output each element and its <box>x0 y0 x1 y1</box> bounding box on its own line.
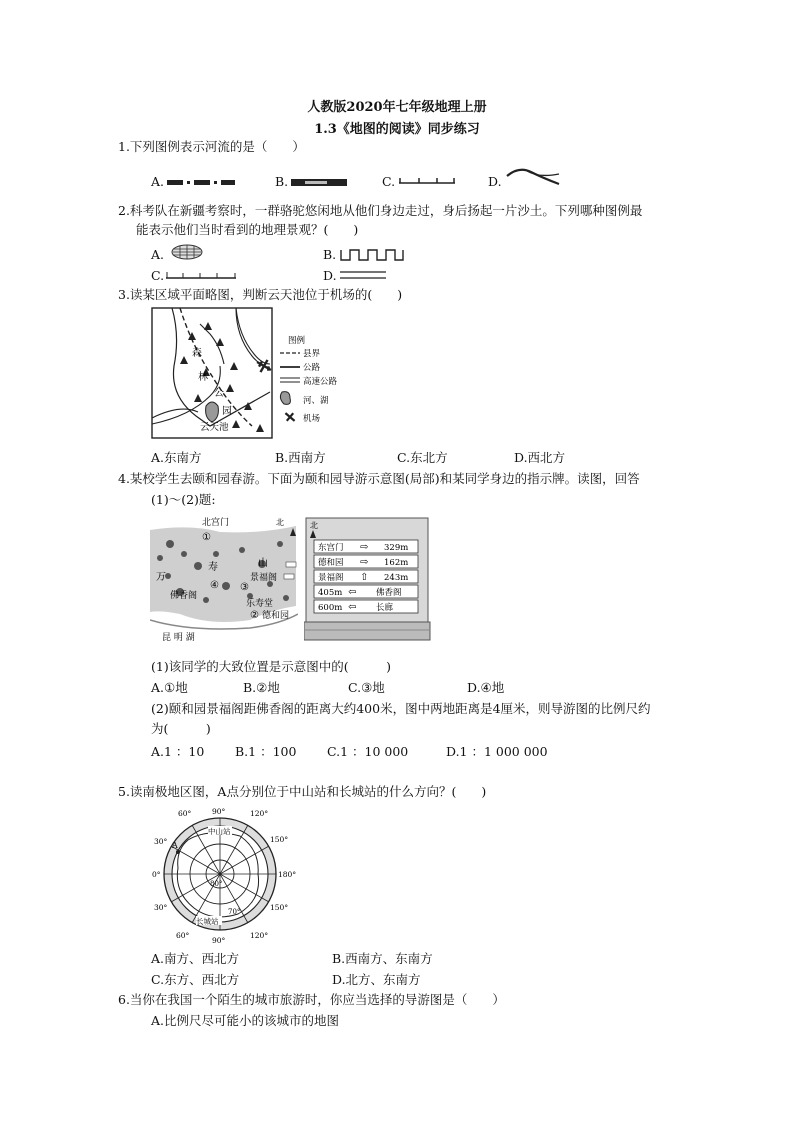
q3-legend-airport: 机场 <box>303 414 321 424</box>
q4-sign-row-3-arrow-icon: ⇧ <box>360 572 369 583</box>
q2-legend-c-icon <box>166 270 236 282</box>
q5-stem: 5.读南极地区图，A点分别位于中山站和长城站的什么方向？( ) <box>118 784 487 799</box>
q4-sign-row-5-dist: 600m <box>318 603 343 613</box>
q1-stem: 1.下列图例表示河流的是（ ） <box>118 139 305 154</box>
q5-lon-180: 180° <box>278 870 297 879</box>
q3-option-d[interactable]: D.西北方 <box>514 450 566 465</box>
q5-zhongshan-station: 中山站 <box>208 827 231 836</box>
q6-option-a[interactable]: A.比例尺尽可能小的该城市的地图 <box>151 1013 340 1028</box>
q3-region-map <box>150 306 360 441</box>
q3-legend-river-lake: 河、湖 <box>303 396 329 406</box>
q4-sign-row <box>314 555 418 568</box>
q4-sign-row-2-name: 德和园 <box>318 558 344 568</box>
q3-legend-road: 公路 <box>303 363 321 373</box>
q3-option-a[interactable]: A.东南方 <box>151 450 202 465</box>
q3-option-c[interactable]: C.东北方 <box>397 450 448 465</box>
q3-legend-airport-icon <box>282 409 298 424</box>
q4-sign-row <box>314 585 418 598</box>
q2-legend-b-icon <box>340 248 404 262</box>
q4-sub2-option-d[interactable]: D.1 ：1 000 000 <box>446 744 548 759</box>
q4-map-north-gate: 北宫门 <box>202 518 230 528</box>
q5-changcheng-station: 长城站 <box>196 917 219 926</box>
q4-sub2-option-b[interactable]: B.1 ：100 <box>235 744 297 759</box>
q3-legend-county-border: 县界 <box>303 349 321 359</box>
q3-stem: 3.读某区域平面略图，判断云天池位于机场的( ) <box>118 287 403 302</box>
q2-option-a-label[interactable]: A. <box>151 247 165 262</box>
q5-lon-top-120: 120° <box>250 809 269 818</box>
q4-sign-row-5-arrow-icon: ⇦ <box>348 602 357 613</box>
q4-sign-row-3-name: 景福阁 <box>318 573 344 583</box>
q2-option-d-label[interactable]: D. <box>323 268 337 283</box>
q5-antarctic-map <box>148 806 298 946</box>
q4-sub2-stem-line1: (2)颐和园景福阁距佛香阁的距离大约400米，图中两地距离是4厘米，则导游图的比例尺约 <box>151 701 651 716</box>
q1-legend-c-icon <box>399 176 455 188</box>
q4-sign-row <box>314 600 418 613</box>
q4-stem-line1: 4.某校学生去颐和园春游。下面为颐和园导游示意图(局部)和某同学身边的指示牌。读图，回答 <box>118 471 640 486</box>
q1-legend-a-icon <box>167 178 235 188</box>
q2-stem-line1: 2.科考队在新疆考察时，一群骆驼悠闲地从他们身边走过，身后扬起一片沙土。下列哪种图例最 <box>118 203 643 218</box>
q5-lon-left-30-b: 30° <box>154 903 168 912</box>
q5-lon-left-30: 30° <box>154 837 168 846</box>
q4-park-map <box>150 514 298 648</box>
q4-map-jingfu: 景福阁 <box>250 573 278 583</box>
q4-direction-sign <box>304 516 434 648</box>
q3-legend-highway: 高速公路 <box>303 377 338 387</box>
q4-sign-row-4-dist: 405m <box>318 588 343 598</box>
q3-map-forest-2: 林 <box>198 372 208 383</box>
q4-sign-row-1-name: 东宫门 <box>318 543 344 553</box>
q4-map-kunming-lake: 昆 明 湖 <box>162 633 195 643</box>
q4-sub1-option-b[interactable]: B.②地 <box>243 680 280 695</box>
q4-map-shou: 寿 <box>208 562 218 573</box>
q5-lon-0: 0° <box>152 870 161 879</box>
q4-sub1-option-c[interactable]: C.③地 <box>348 680 385 695</box>
q3-map-park-1: 公 <box>214 388 224 399</box>
q4-sub2-option-c[interactable]: C.1 ：10 000 <box>327 744 409 759</box>
q5-lon-right-150: 150° <box>270 835 289 844</box>
q6-stem: 6.当你在我国一个陌生的城市旅游时，你应当选择的导游图是（ ） <box>118 992 505 1007</box>
q3-legend-title: 图例 <box>288 336 306 346</box>
q5-lat-70: 70° <box>228 908 241 916</box>
q4-sub2-option-a[interactable]: A.1 ：10 <box>151 744 205 759</box>
q4-sign-row-2-arrow-icon: ⇨ <box>360 557 369 568</box>
q1-legend-d-river-icon <box>505 164 561 190</box>
q4-map-leshou: 乐寿堂 <box>246 599 274 609</box>
q4-stem-line2: (1)～(2)题: <box>151 492 216 507</box>
q4-sub2-stem-line2: 为( ) <box>151 721 211 736</box>
q4-map-north-label: 北 <box>276 518 284 527</box>
q3-map-lake-name: 云天池 <box>200 422 229 433</box>
q1-option-a-label[interactable]: A. <box>151 174 165 189</box>
q4-sign-row <box>314 540 418 553</box>
q5-option-b[interactable]: B.西南方、东南方 <box>332 951 433 966</box>
q5-option-d[interactable]: D.北方、东南方 <box>332 972 421 987</box>
q2-legend-a-icon <box>170 244 204 260</box>
q4-sign-row-1-arrow-icon: ⇨ <box>360 542 369 553</box>
q4-sub1-option-d[interactable]: D.④地 <box>467 680 505 695</box>
q4-sign-row-3-dist: 243m <box>384 573 409 583</box>
q4-sign-row-4-arrow-icon: ⇦ <box>348 587 357 598</box>
q4-map-shan: 山 <box>258 558 268 569</box>
q4-map-marker-3: ③ <box>240 582 249 593</box>
q1-option-d-label[interactable]: D. <box>488 174 502 189</box>
q1-legend-b-icon <box>291 178 347 188</box>
q5-lon-bottom-60: 60° <box>176 931 190 940</box>
q4-sign-row <box>314 570 418 583</box>
q4-sign-row-1-dist: 329m <box>384 543 409 553</box>
q2-legend-d-icon <box>340 269 386 281</box>
q4-sign-north-label: 北 <box>310 521 318 530</box>
q2-option-c-label[interactable]: C. <box>151 268 165 283</box>
q3-map-forest-1: 森 <box>192 348 202 359</box>
q4-sub1-stem: (1)该同学的大致位置是示意图中的( ) <box>151 659 391 674</box>
q2-stem-line2: 能表示他们当时看到的地理景观？( ) <box>136 222 359 237</box>
q4-map-marker-4: ④ <box>210 580 219 591</box>
q4-map-wan: 万 <box>156 572 166 583</box>
q5-lon-bottom-120: 120° <box>250 931 269 940</box>
q4-sign-row-4-name: 佛香阁 <box>376 588 402 598</box>
q1-option-b-label[interactable]: B. <box>275 174 289 189</box>
q4-sub1-option-a[interactable]: A.①地 <box>151 680 188 695</box>
q4-sign-row-5-name: 长廊 <box>376 603 394 613</box>
q5-lon-top-60: 60° <box>178 809 192 818</box>
q5-lon-right-150-b: 150° <box>270 903 289 912</box>
q5-point-a: A <box>172 841 178 850</box>
q4-map-marker-1: ① <box>202 532 211 543</box>
q4-sign-row-2-dist: 162m <box>384 558 409 568</box>
q5-lat-80: 80° <box>210 880 223 888</box>
page-title: 人教版2020年七年级地理上册 <box>307 100 487 115</box>
q3-map-park-2: 园 <box>222 406 232 417</box>
q2-option-b-label[interactable]: B. <box>323 247 337 262</box>
page-subtitle: 1.3《地图的阅读》同步练习 <box>314 122 480 137</box>
q3-option-b[interactable]: B.西南方 <box>275 450 326 465</box>
q1-option-c-label[interactable]: C. <box>382 174 396 189</box>
q5-option-c[interactable]: C.东方、西北方 <box>151 972 240 987</box>
q5-lon-top-90: 90° <box>212 807 226 816</box>
q4-map-marker-2: ② <box>250 610 259 621</box>
q5-lon-bottom-90: 90° <box>212 936 226 945</box>
q4-map-foxiang: 佛香阁 <box>170 591 198 601</box>
q4-map-dehe: 德和园 <box>262 611 290 621</box>
q5-option-a[interactable]: A.南方、西北方 <box>151 951 240 966</box>
